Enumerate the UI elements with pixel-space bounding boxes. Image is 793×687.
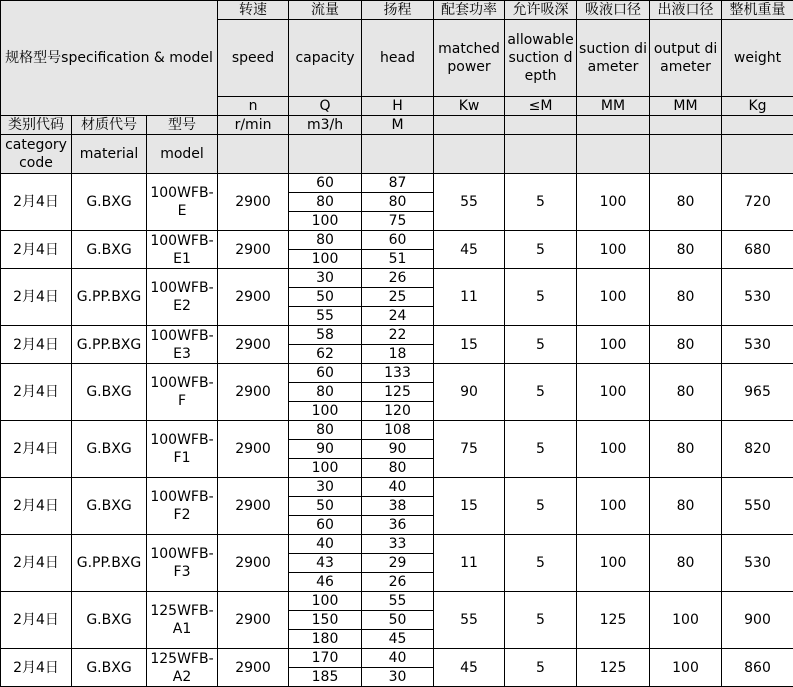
model-cell: 125WFB-A2 [147, 649, 218, 687]
capacity-cell: 90 [289, 440, 362, 459]
col-cn-power: 配套功率 [434, 1, 505, 20]
capacity-cell: 150 [289, 611, 362, 630]
suction-diameter-cell: 100 [577, 231, 650, 269]
table-row [1, 326, 793, 345]
capacity-cell: 55 [289, 307, 362, 326]
head-cell: 45 [362, 630, 434, 649]
category-cell: 2月4日 [1, 269, 72, 326]
suction-depth-cell: 5 [505, 535, 577, 592]
head-cell: 133 [362, 364, 434, 383]
category-cell: 2月4日 [1, 478, 72, 535]
head-cell: 24 [362, 307, 434, 326]
capacity-cell: 30 [289, 478, 362, 497]
power-cell: 45 [434, 649, 505, 687]
capacity-cell: 30 [289, 269, 362, 288]
col-cn-speed: 转速 [218, 1, 289, 20]
speed-cell: 2900 [218, 326, 289, 364]
output-diameter-cell: 80 [650, 326, 722, 364]
capacity-cell: 60 [289, 364, 362, 383]
material-cell: G.PP.BXG [72, 535, 147, 592]
table-row [1, 649, 793, 668]
speed-cell: 2900 [218, 478, 289, 535]
unit-capacity: m3/h [289, 116, 362, 135]
weight-cell: 900 [722, 592, 793, 649]
model-cell: 100WFB-E3 [147, 326, 218, 364]
symbol-capacity: Q [289, 97, 362, 116]
capacity-cell: 100 [289, 212, 362, 231]
suction-diameter-cell: 100 [577, 421, 650, 478]
head-cell: 40 [362, 478, 434, 497]
head-cell: 40 [362, 649, 434, 668]
model-cell: 125WFB-A1 [147, 592, 218, 649]
output-diameter-cell: 100 [650, 592, 722, 649]
table-row [1, 421, 793, 440]
col-cn-weight: 整机重量 [722, 1, 793, 20]
capacity-cell: 46 [289, 573, 362, 592]
head-cell: 90 [362, 440, 434, 459]
material-cell: G.PP.BXG [72, 269, 147, 326]
speed-cell: 2900 [218, 269, 289, 326]
capacity-cell: 50 [289, 288, 362, 307]
head-cell: 25 [362, 288, 434, 307]
output-diameter-cell: 80 [650, 364, 722, 421]
suction-diameter-cell: 100 [577, 535, 650, 592]
weight-cell: 680 [722, 231, 793, 269]
model-cell: 100WFB-F3 [147, 535, 218, 592]
speed-cell: 2900 [218, 174, 289, 231]
weight-cell: 550 [722, 478, 793, 535]
weight-cell: 530 [722, 269, 793, 326]
category-cell: 2月4日 [1, 364, 72, 421]
suction-diameter-cell: 100 [577, 174, 650, 231]
weight-cell: 530 [722, 326, 793, 364]
capacity-cell: 185 [289, 668, 362, 687]
head-cell: 29 [362, 554, 434, 573]
suction-depth-cell: 5 [505, 174, 577, 231]
power-cell: 55 [434, 174, 505, 231]
symbol-suction-diameter: MM [577, 97, 650, 116]
power-cell: 90 [434, 364, 505, 421]
col-en-speed: speed [218, 20, 289, 97]
output-diameter-cell: 100 [650, 649, 722, 687]
material-cell: G.BXG [72, 592, 147, 649]
weight-cell: 965 [722, 364, 793, 421]
material-cell: G.PP.BXG [72, 326, 147, 364]
suction-depth-cell: 5 [505, 592, 577, 649]
capacity-cell: 60 [289, 174, 362, 193]
model-cn-header: 型号 [147, 116, 218, 135]
capacity-cell: 80 [289, 231, 362, 250]
material-cell: G.BXG [72, 421, 147, 478]
spec-model-header: 规格型号specification & model [1, 1, 218, 116]
col-en-suction-depth: allowable suction depth [505, 20, 577, 97]
symbol-speed: n [218, 97, 289, 116]
symbol-head: H [362, 97, 434, 116]
head-cell: 55 [362, 592, 434, 611]
capacity-cell: 180 [289, 630, 362, 649]
head-cell: 26 [362, 269, 434, 288]
weight-cell: 820 [722, 421, 793, 478]
capacity-cell: 100 [289, 402, 362, 421]
output-diameter-cell: 80 [650, 231, 722, 269]
head-cell: 125 [362, 383, 434, 402]
power-cell: 55 [434, 592, 505, 649]
material-cell: G.BXG [72, 478, 147, 535]
material-cell: G.BXG [72, 174, 147, 231]
capacity-cell: 170 [289, 649, 362, 668]
symbol-power: Kw [434, 97, 505, 116]
suction-depth-cell: 5 [505, 421, 577, 478]
model-cell: 100WFB-E1 [147, 231, 218, 269]
power-cell: 15 [434, 478, 505, 535]
output-diameter-cell: 80 [650, 535, 722, 592]
output-diameter-cell: 80 [650, 269, 722, 326]
category-cn-header: 类别代码 [1, 116, 72, 135]
suction-depth-cell: 5 [505, 231, 577, 269]
speed-cell: 2900 [218, 364, 289, 421]
power-cell: 75 [434, 421, 505, 478]
symbol-weight: Kg [722, 97, 793, 116]
speed-cell: 2900 [218, 592, 289, 649]
model-en-header: model [147, 135, 218, 174]
material-cn-header: 材质代号 [72, 116, 147, 135]
suction-diameter-cell: 100 [577, 269, 650, 326]
head-cell: 38 [362, 497, 434, 516]
table-row [1, 174, 793, 193]
weight-cell: 860 [722, 649, 793, 687]
table-row [1, 231, 793, 250]
suction-depth-cell: 5 [505, 269, 577, 326]
table-row [1, 592, 793, 611]
capacity-cell: 80 [289, 383, 362, 402]
table-row [1, 535, 793, 554]
col-en-power: matched power [434, 20, 505, 97]
head-cell: 33 [362, 535, 434, 554]
power-cell: 11 [434, 535, 505, 592]
head-cell: 51 [362, 250, 434, 269]
head-cell: 18 [362, 345, 434, 364]
head-cell: 60 [362, 231, 434, 250]
category-cell: 2月4日 [1, 231, 72, 269]
capacity-cell: 50 [289, 497, 362, 516]
capacity-cell: 62 [289, 345, 362, 364]
capacity-cell: 80 [289, 193, 362, 212]
head-cell: 87 [362, 174, 434, 193]
col-cn-head: 扬程 [362, 1, 434, 20]
model-cell: 100WFB-E2 [147, 269, 218, 326]
symbol-output-diameter: MM [650, 97, 722, 116]
output-diameter-cell: 80 [650, 478, 722, 535]
model-cell: 100WFB-F1 [147, 421, 218, 478]
speed-cell: 2900 [218, 535, 289, 592]
category-cell: 2月4日 [1, 326, 72, 364]
suction-depth-cell: 5 [505, 649, 577, 687]
suction-diameter-cell: 125 [577, 649, 650, 687]
material-cell: G.BXG [72, 231, 147, 269]
suction-diameter-cell: 100 [577, 364, 650, 421]
col-en-suction-diameter: suction diameter [577, 20, 650, 97]
table-row [1, 478, 793, 497]
capacity-cell: 60 [289, 516, 362, 535]
head-cell: 80 [362, 459, 434, 478]
head-cell: 108 [362, 421, 434, 440]
capacity-cell: 100 [289, 592, 362, 611]
category-en-header: category code [1, 135, 72, 174]
material-cell: G.BXG [72, 364, 147, 421]
capacity-cell: 40 [289, 535, 362, 554]
suction-diameter-cell: 100 [577, 326, 650, 364]
suction-diameter-cell: 125 [577, 592, 650, 649]
power-cell: 11 [434, 269, 505, 326]
model-cell: 100WFB-F [147, 364, 218, 421]
head-cell: 80 [362, 193, 434, 212]
unit-head: M [362, 116, 434, 135]
capacity-cell: 43 [289, 554, 362, 573]
head-cell: 26 [362, 573, 434, 592]
table-row [1, 364, 793, 383]
model-cell: 100WFB-F2 [147, 478, 218, 535]
power-cell: 15 [434, 326, 505, 364]
suction-depth-cell: 5 [505, 326, 577, 364]
material-en-header: material [72, 135, 147, 174]
symbol-suction-depth: ≤M [505, 97, 577, 116]
unit-speed: r/min [218, 116, 289, 135]
head-cell: 30 [362, 668, 434, 687]
capacity-cell: 80 [289, 421, 362, 440]
suction-depth-cell: 5 [505, 364, 577, 421]
suction-depth-cell: 5 [505, 478, 577, 535]
power-cell: 45 [434, 231, 505, 269]
output-diameter-cell: 80 [650, 421, 722, 478]
output-diameter-cell: 80 [650, 174, 722, 231]
model-cell: 100WFB-E [147, 174, 218, 231]
table-row [1, 269, 793, 288]
speed-cell: 2900 [218, 649, 289, 687]
head-cell: 36 [362, 516, 434, 535]
col-en-output-diameter: output diameter [650, 20, 722, 97]
capacity-cell: 58 [289, 326, 362, 345]
head-cell: 50 [362, 611, 434, 630]
material-cell: G.BXG [72, 649, 147, 687]
speed-cell: 2900 [218, 421, 289, 478]
category-cell: 2月4日 [1, 592, 72, 649]
category-cell: 2月4日 [1, 535, 72, 592]
weight-cell: 530 [722, 535, 793, 592]
head-cell: 75 [362, 212, 434, 231]
speed-cell: 2900 [218, 231, 289, 269]
category-cell: 2月4日 [1, 421, 72, 478]
col-cn-suction-depth: 允许吸深 [505, 1, 577, 20]
capacity-cell: 100 [289, 459, 362, 478]
col-en-weight: weight [722, 20, 793, 97]
category-cell: 2月4日 [1, 174, 72, 231]
col-cn-suction-diameter: 吸液口径 [577, 1, 650, 20]
weight-cell: 720 [722, 174, 793, 231]
head-cell: 120 [362, 402, 434, 421]
col-cn-output-diameter: 出液口径 [650, 1, 722, 20]
suction-diameter-cell: 100 [577, 478, 650, 535]
head-cell: 22 [362, 326, 434, 345]
col-cn-capacity: 流量 [289, 1, 362, 20]
capacity-cell: 100 [289, 250, 362, 269]
category-cell: 2月4日 [1, 649, 72, 687]
col-en-capacity: capacity [289, 20, 362, 97]
col-en-head: head [362, 20, 434, 97]
